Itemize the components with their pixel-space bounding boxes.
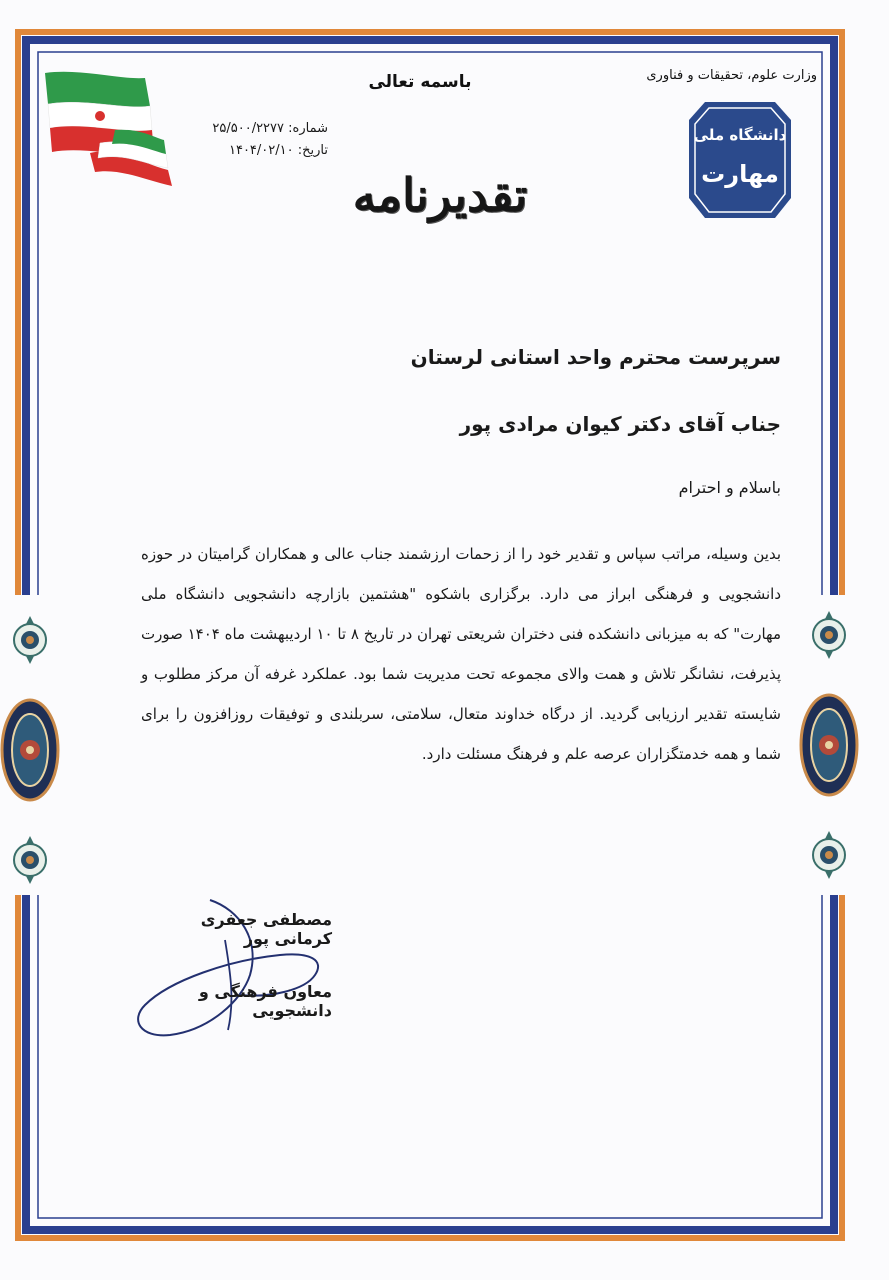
- addressee-position: سرپرست محترم واحد استانی لرستان: [410, 345, 781, 369]
- university-logo: [685, 98, 795, 222]
- body-paragraph: بدین وسیله، مراتب سپاس و تقدیر خود را از زحمات ارزشمند جناب عالی و همکاران گرامیتان در حوزه دانشجویی و فرهنگی ابراز می دارد. برگزاری باشکوه "هشتمین بازارچه دانشجویی دانشگاه ملی مهارت" که به میزبانی دانشکده فنی دختران شریعتی تهران در تاریخ ۸ تا ۱۰ اردیبهشت ماه ۱۴۰۴ صورت پذیرفت، نشانگر تلاش و همت والای مجموعه تحت مدیریت شما بود. عملکرد غرفه آن مرکز مطلوب و شایسته تقدیر ارزیابی گردید. از درگاه خداوند متعال، سلامتی، سربلندی و توفیقات روزافزون را برای شما و همه خدمتگزاران عرصه علم و فرهنگ مسئلت دارد.: [141, 545, 781, 763]
- right-ornament-icon: [799, 595, 859, 895]
- reference-block: [178, 118, 328, 162]
- greeting: باسلام و احترام: [678, 478, 781, 497]
- logo-text-line2: مهارت: [701, 160, 779, 188]
- handwritten-signature-icon: [110, 880, 350, 1050]
- certificate-title: تقدیرنامه: [352, 168, 528, 222]
- ministry-name: وزارت علوم، تحقیقات و فناوری: [646, 68, 817, 83]
- date-value: ۱۴۰۴/۰۲/۱۰: [228, 143, 294, 158]
- number-value: ۲۵/۵۰۰/۲۲۷۷: [212, 121, 285, 136]
- reference-number-row: [178, 118, 328, 140]
- letter-body: [141, 534, 781, 774]
- addressee-name: جناب آقای دکتر کیوان مرادی پور: [459, 412, 781, 436]
- signatory-role: معاون فرهنگی و دانشجویی: [198, 982, 332, 1020]
- reference-date-row: [178, 140, 328, 162]
- date-label: تاریخ:: [297, 143, 328, 158]
- logo-text-line1: دانشگاه ملی: [693, 126, 787, 144]
- left-ornament-icon: [0, 600, 60, 900]
- iran-flag-icon: [40, 68, 180, 203]
- besmeh-heading: باسمه تعالی: [368, 72, 472, 92]
- number-label: شماره:: [288, 121, 328, 136]
- signatory-name: مصطفی جعفری کرمانی پور: [200, 910, 332, 948]
